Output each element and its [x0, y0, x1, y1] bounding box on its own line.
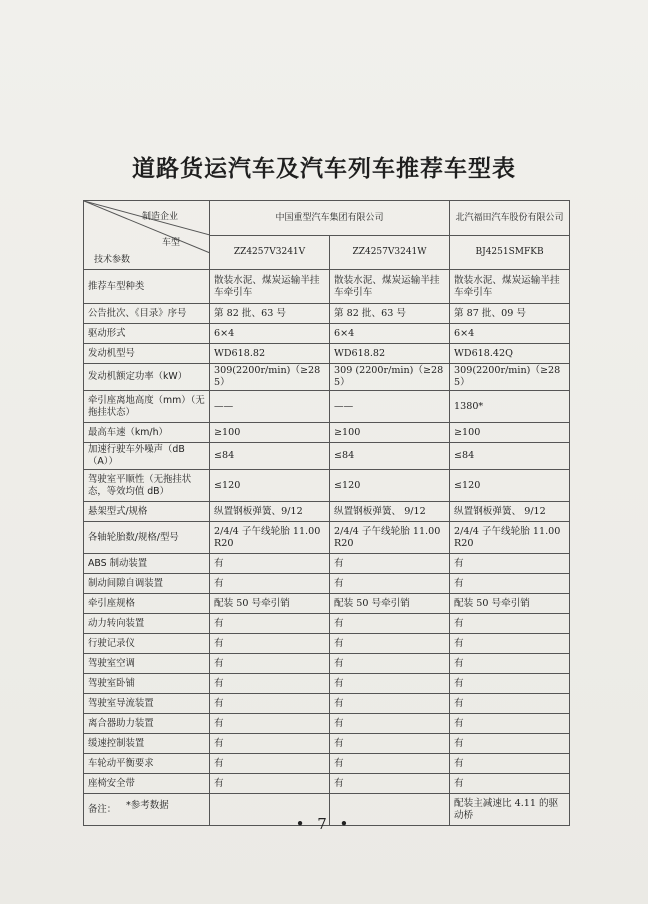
- param-label-cell: 制动间隙自调装置: [84, 574, 210, 594]
- value-cell: 第 82 批、63 号: [330, 304, 450, 324]
- value-cell: ——: [210, 391, 330, 423]
- param-label-cell: 车轮动平衡要求: [84, 754, 210, 774]
- param-label-cell: 最高车速（km/h）: [84, 423, 210, 443]
- value-cell: 309(2200r/min)（≥285）: [210, 364, 330, 391]
- tech-params-header-label: 技术参数: [94, 255, 131, 265]
- value-cell: ≤120: [450, 470, 570, 502]
- value-cell: 有: [330, 714, 450, 734]
- value-cell: 配装 50 号牵引销: [330, 594, 450, 614]
- value-cell: 有: [210, 734, 330, 754]
- value-cell: ≥100: [330, 423, 450, 443]
- value-cell: 309(2200r/min)（≥285）: [450, 364, 570, 391]
- param-label-cell: 备注：: [84, 794, 210, 826]
- table-row: [84, 270, 570, 304]
- value-cell: ≤84: [450, 443, 570, 470]
- table-row: [84, 304, 570, 324]
- model-cell: ZZ4257V3241V: [210, 235, 330, 270]
- table-row: [84, 614, 570, 634]
- param-label-cell: 悬架型式/规格: [84, 502, 210, 522]
- company-cell: 北汽福田汽车股份有限公司: [450, 201, 570, 236]
- value-cell: 有: [210, 614, 330, 634]
- manufacturer-header-label: 制造企业: [142, 212, 179, 222]
- value-cell: WD618.42Q: [450, 344, 570, 364]
- value-cell: 有: [210, 674, 330, 694]
- table-row: [84, 391, 570, 423]
- value-cell: 纵置钢板弹簧、 9/12: [450, 502, 570, 522]
- param-label-cell: 缓速控制装置: [84, 734, 210, 754]
- param-label-cell: 离合器助力装置: [84, 714, 210, 734]
- table-row: [84, 574, 570, 594]
- param-label-cell: 驱动形式: [84, 324, 210, 344]
- table-row: [84, 324, 570, 344]
- value-cell: 有: [210, 694, 330, 714]
- table-row: [84, 754, 570, 774]
- value-cell: 散装水泥、煤炭运输半挂车牵引车: [210, 270, 330, 304]
- param-label-cell: 驾驶室卧铺: [84, 674, 210, 694]
- value-cell: 散装水泥、煤炭运输半挂车牵引车: [330, 270, 450, 304]
- value-cell: ≤84: [210, 443, 330, 470]
- param-label-cell: 发动机型号: [84, 344, 210, 364]
- footnote: *参考数据: [126, 800, 169, 811]
- value-cell: 有: [450, 754, 570, 774]
- value-cell: 有: [450, 574, 570, 594]
- page-title: 道路货运汽车及汽车列车推荐车型表: [132, 156, 516, 182]
- param-label-cell: 发动机额定功率（kW）: [84, 364, 210, 391]
- page-number: • 7 •: [295, 815, 353, 833]
- model-cell: ZZ4257V3241W: [330, 235, 450, 270]
- value-cell: 有: [330, 694, 450, 714]
- value-cell: 有: [210, 714, 330, 734]
- value-cell: 有: [330, 734, 450, 754]
- param-label-cell: 牵引座离地高度（mm）（无拖挂状态）: [84, 391, 210, 423]
- value-cell: 2/4/4 子午线轮胎 11.00 R20: [330, 522, 450, 554]
- table-row: [84, 674, 570, 694]
- value-cell: 纵置钢板弹簧、9/12: [210, 502, 330, 522]
- table-row: [84, 734, 570, 754]
- table-row: [84, 714, 570, 734]
- value-cell: 有: [450, 654, 570, 674]
- value-cell: 2/4/4 子午线轮胎 11.00 R20: [450, 522, 570, 554]
- model-cell: BJ4251SMFKB: [450, 235, 570, 270]
- value-cell: 有: [330, 774, 450, 794]
- param-label-cell: 公告批次、《目录》序号: [84, 304, 210, 324]
- vehicle-spec-table: [83, 200, 570, 826]
- value-cell: 配装 50 号牵引销: [450, 594, 570, 614]
- value-cell: 有: [210, 634, 330, 654]
- table-row: [84, 423, 570, 443]
- value-cell: 有: [330, 574, 450, 594]
- value-cell: WD618.82: [330, 344, 450, 364]
- param-label-cell: 各轴轮胎数/规格/型号: [84, 522, 210, 554]
- value-cell: 配装 50 号牵引销: [210, 594, 330, 614]
- value-cell: 有: [450, 774, 570, 794]
- value-cell: ≤84: [330, 443, 450, 470]
- table-row: [84, 594, 570, 614]
- vehicle-type-header-label: 车型: [162, 238, 181, 248]
- table-row: [84, 634, 570, 654]
- value-cell: 有: [210, 654, 330, 674]
- value-cell: 有: [330, 654, 450, 674]
- param-label-cell: 座椅安全带: [84, 774, 210, 794]
- table-row: [84, 364, 570, 391]
- table-row: [84, 344, 570, 364]
- value-cell: 有: [330, 754, 450, 774]
- value-cell: 有: [330, 634, 450, 654]
- value-cell: 有: [210, 554, 330, 574]
- param-label-cell: 动力转向装置: [84, 614, 210, 634]
- value-cell: 有: [450, 734, 570, 754]
- value-cell: ≥100: [210, 423, 330, 443]
- table-row: [84, 470, 570, 502]
- value-cell: ——: [330, 391, 450, 423]
- value-cell: 有: [450, 674, 570, 694]
- param-label-cell: 驾驶室平顺性（无拖挂状态，等效均值 dB）: [84, 470, 210, 502]
- table-row: [84, 502, 570, 522]
- value-cell: 有: [210, 574, 330, 594]
- value-cell: 第 82 批、63 号: [210, 304, 330, 324]
- table-row: [84, 654, 570, 674]
- value-cell: 有: [210, 774, 330, 794]
- table-row: [84, 774, 570, 794]
- header-row: [84, 201, 570, 236]
- param-label-cell: 加速行驶车外噪声（dB（A））: [84, 443, 210, 470]
- table-row: [84, 554, 570, 574]
- value-cell: 2/4/4 子午线轮胎 11.00 R20: [210, 522, 330, 554]
- value-cell: 有: [450, 714, 570, 734]
- table-row: [84, 694, 570, 714]
- value-cell: 有: [450, 614, 570, 634]
- value-cell: 6×4: [450, 324, 570, 344]
- value-cell: 6×4: [330, 324, 450, 344]
- table-row: [84, 443, 570, 470]
- value-cell: 散装水泥、煤炭运输半挂车牵引车: [450, 270, 570, 304]
- value-cell: 有: [450, 554, 570, 574]
- value-cell: 1380*: [450, 391, 570, 423]
- value-cell: 6×4: [210, 324, 330, 344]
- value-cell: ≤120: [210, 470, 330, 502]
- value-cell: 有: [330, 674, 450, 694]
- value-cell: WD618.82: [210, 344, 330, 364]
- value-cell: 有: [210, 754, 330, 774]
- value-cell: 有: [330, 554, 450, 574]
- table-row: [84, 522, 570, 554]
- value-cell: 配装主减速比 4.11 的驱动桥: [450, 794, 570, 826]
- value-cell: 第 87 批、09 号: [450, 304, 570, 324]
- value-cell: 纵置钢板弹簧、 9/12: [330, 502, 450, 522]
- param-label-cell: ABS 制动装置: [84, 554, 210, 574]
- param-label-cell: 驾驶室导流装置: [84, 694, 210, 714]
- param-label-cell: 推荐车型种类: [84, 270, 210, 304]
- param-label-cell: 牵引座规格: [84, 594, 210, 614]
- company-cell: 中国重型汽车集团有限公司: [210, 201, 450, 236]
- value-cell: 309 (2200r/min)（≥285）: [330, 364, 450, 391]
- param-label-cell: 驾驶室空调: [84, 654, 210, 674]
- value-cell: ≤120: [330, 470, 450, 502]
- value-cell: ≥100: [450, 423, 570, 443]
- value-cell: 有: [330, 614, 450, 634]
- param-label-cell: 行驶记录仪: [84, 634, 210, 654]
- value-cell: 有: [450, 694, 570, 714]
- value-cell: 有: [450, 634, 570, 654]
- diagonal-header-cell: [84, 201, 210, 270]
